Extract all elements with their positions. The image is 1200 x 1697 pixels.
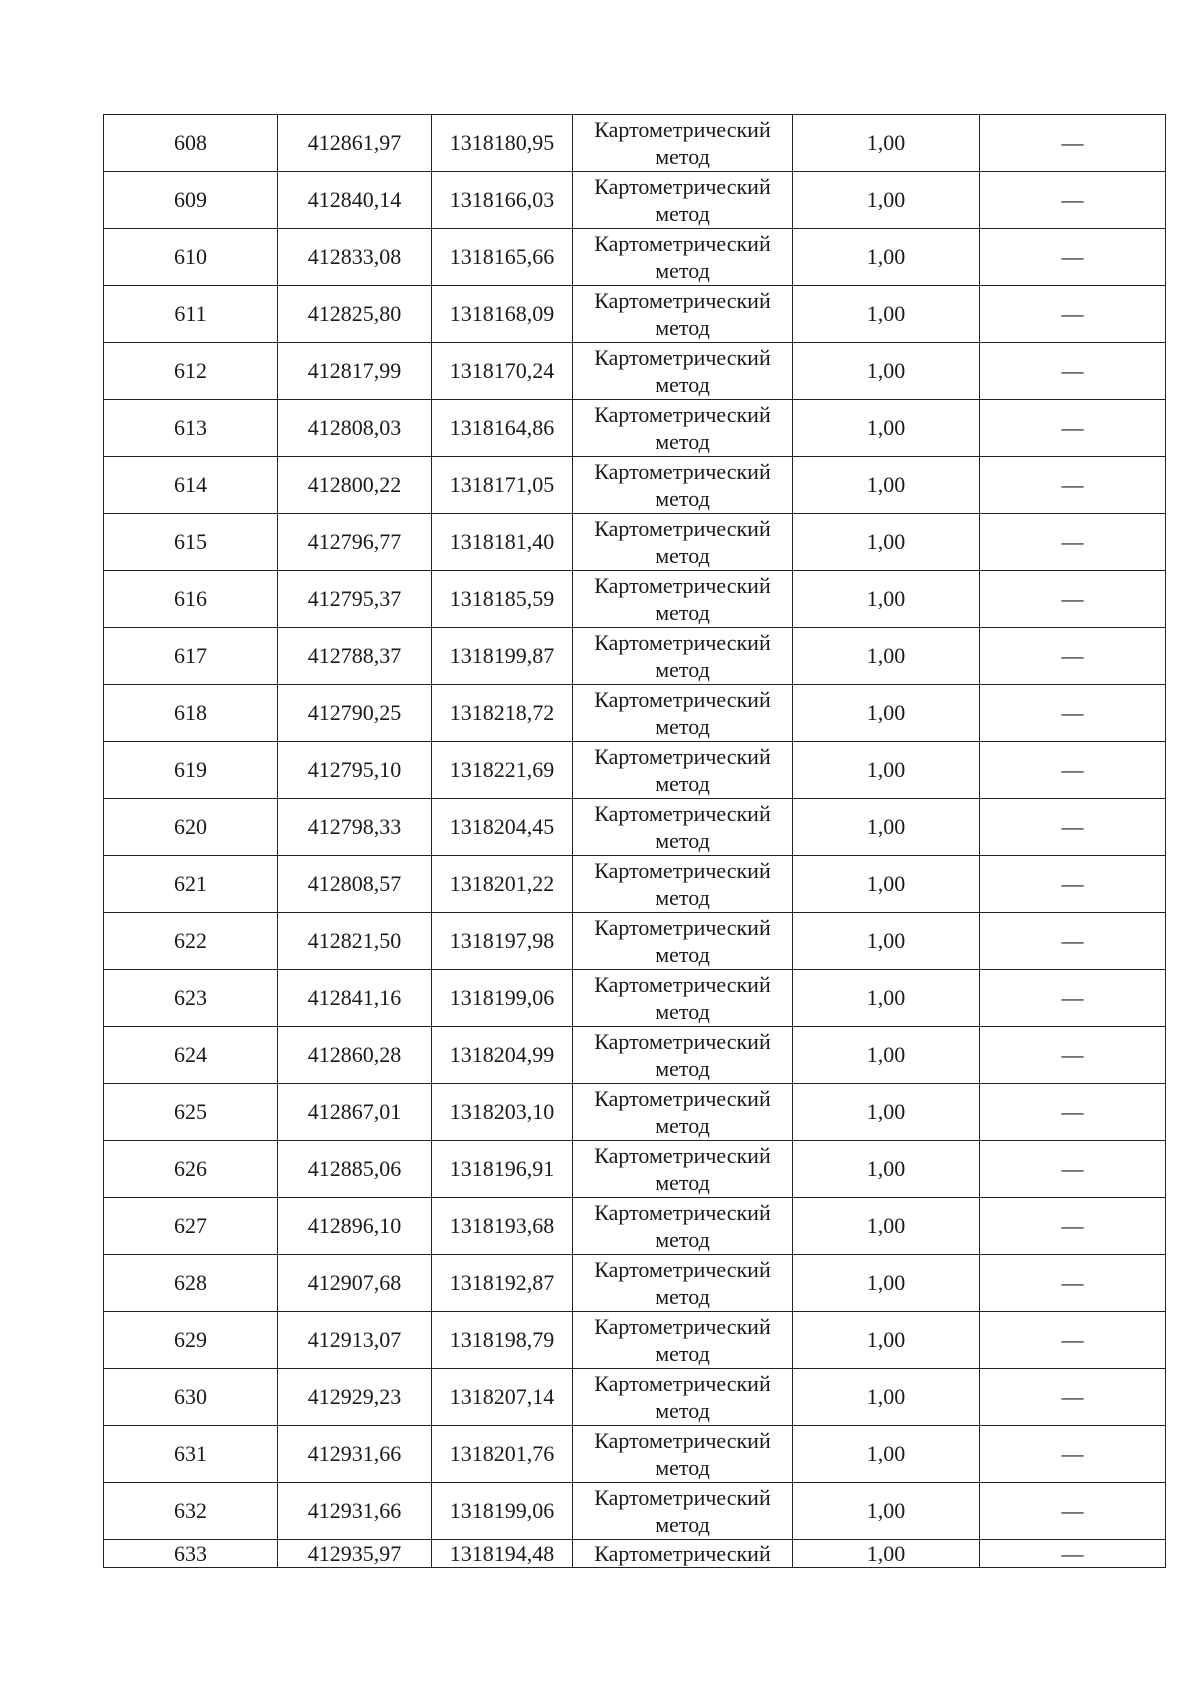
method-line-2: метод [655,657,710,682]
accuracy-cell: 1,00 [793,1426,980,1483]
description-cell: — [980,457,1166,514]
point-number-cell: 620 [104,799,278,856]
point-number-cell: 618 [104,685,278,742]
accuracy-cell: 1,00 [793,913,980,970]
coordinate-y-cell: 1318204,99 [432,1027,573,1084]
coordinate-y-cell: 1318194,48 [432,1540,573,1568]
coordinate-x-cell: 412825,80 [278,286,432,343]
table-row [104,856,1166,913]
method-line-1: Картометрический [594,573,771,598]
method-line-1: Картометрический [594,231,771,256]
description-cell: — [980,1084,1166,1141]
method-cell [573,1084,793,1141]
method-cell [573,115,793,172]
coordinate-y-cell: 1318164,86 [432,400,573,457]
coordinate-x-cell: 412867,01 [278,1084,432,1141]
description-cell: — [980,343,1166,400]
description-cell: — [980,229,1166,286]
method-cell [573,229,793,286]
point-number-cell: 632 [104,1483,278,1540]
method-line-1: Картометрический [594,972,771,997]
method-line-1: Картометрический [594,744,771,769]
method-line-2: метод [655,885,710,910]
method-cell [573,1255,793,1312]
coordinate-x-cell: 412796,77 [278,514,432,571]
coordinate-y-cell: 1318199,06 [432,1483,573,1540]
coordinate-y-cell: 1318218,72 [432,685,573,742]
method-cell [573,913,793,970]
method-cell [573,343,793,400]
description-cell: — [980,856,1166,913]
table-row [104,400,1166,457]
description-cell: — [980,970,1166,1027]
accuracy-cell: 1,00 [793,628,980,685]
coordinate-y-cell: 1318193,68 [432,1198,573,1255]
description-cell: — [980,1426,1166,1483]
method-cell [573,1312,793,1369]
coordinate-x-cell: 412833,08 [278,229,432,286]
method-cell [573,286,793,343]
coordinate-x-cell: 412860,28 [278,1027,432,1084]
method-cell [573,799,793,856]
method-cell [573,628,793,685]
method-cell [573,1426,793,1483]
method-line-1: Картометрический [594,174,771,199]
point-number-cell: 626 [104,1141,278,1198]
table-row [104,514,1166,571]
table-row [104,913,1166,970]
coordinate-y-cell: 1318201,76 [432,1426,573,1483]
coordinate-x-cell: 412808,57 [278,856,432,913]
coordinate-y-cell: 1318197,98 [432,913,573,970]
coordinate-y-cell: 1318181,40 [432,514,573,571]
method-cell [573,172,793,229]
method-line-1: Картометрический [594,1428,771,1453]
coordinate-x-cell: 412821,50 [278,913,432,970]
method-line-2: метод [655,1455,710,1480]
table-row [104,1198,1166,1255]
method-line-1: Картометрический [594,915,771,940]
coordinate-y-cell: 1318199,06 [432,970,573,1027]
coordinate-x-cell: 412795,37 [278,571,432,628]
point-number-cell: 627 [104,1198,278,1255]
coordinate-y-cell: 1318180,95 [432,115,573,172]
coordinate-y-cell: 1318165,66 [432,229,573,286]
table-row [104,970,1166,1027]
coordinate-y-cell: 1318199,87 [432,628,573,685]
accuracy-cell: 1,00 [793,286,980,343]
method-line-2: метод [655,714,710,739]
description-cell: — [980,286,1166,343]
coordinate-x-cell: 412885,06 [278,1141,432,1198]
point-number-cell: 630 [104,1369,278,1426]
point-number-cell: 611 [104,286,278,343]
method-line-2: метод [655,771,710,796]
point-number-cell: 614 [104,457,278,514]
coordinate-y-cell: 1318166,03 [432,172,573,229]
table-row [104,799,1166,856]
table-row [104,1027,1166,1084]
accuracy-cell: 1,00 [793,799,980,856]
method-cell [573,1027,793,1084]
point-number-cell: 621 [104,856,278,913]
coordinate-y-cell: 1318207,14 [432,1369,573,1426]
coordinate-x-cell: 412808,03 [278,400,432,457]
description-cell: — [980,742,1166,799]
point-number-cell: 628 [104,1255,278,1312]
method-line-2: метод [655,543,710,568]
description-cell: — [980,172,1166,229]
point-number-cell: 608 [104,115,278,172]
accuracy-cell: 1,00 [793,400,980,457]
method-line-2: метод [655,942,710,967]
method-line-2: метод [655,372,710,397]
method-line-2: метод [655,144,710,169]
method-cell [573,685,793,742]
coordinate-y-cell: 1318170,24 [432,343,573,400]
table-row [104,1426,1166,1483]
method-cell [573,457,793,514]
method-line-1: Картометрический [594,1200,771,1225]
coordinate-x-cell: 412840,14 [278,172,432,229]
method-line-1: Картометрический [594,459,771,484]
description-cell: — [980,1312,1166,1369]
coordinate-y-cell: 1318204,45 [432,799,573,856]
method-line-2: метод [655,1398,710,1423]
method-line-1: Картометрический [594,1086,771,1111]
coordinate-y-cell: 1318171,05 [432,457,573,514]
table-row [104,1255,1166,1312]
method-line-2: метод [655,1227,710,1252]
point-number-cell: 633 [104,1540,278,1568]
method-line-1: Картометрический [594,858,771,883]
method-line-2: метод [655,1341,710,1366]
coordinate-x-cell: 412931,66 [278,1426,432,1483]
table-row [104,628,1166,685]
accuracy-cell: 1,00 [793,1027,980,1084]
description-cell: — [980,115,1166,172]
coordinate-y-cell: 1318192,87 [432,1255,573,1312]
coordinate-y-cell: 1318196,91 [432,1141,573,1198]
point-number-cell: 616 [104,571,278,628]
coordinate-x-cell: 412931,66 [278,1483,432,1540]
accuracy-cell: 1,00 [793,1540,980,1568]
method-cell [573,571,793,628]
method-cell [573,514,793,571]
method-cell [573,742,793,799]
accuracy-cell: 1,00 [793,970,980,1027]
method-line-2: метод [655,258,710,283]
coordinate-y-cell: 1318221,69 [432,742,573,799]
point-number-cell: 612 [104,343,278,400]
method-line-1: Картометрический [594,117,771,142]
method-cell [573,1483,793,1540]
table-row [104,172,1166,229]
method-line-2: метод [655,1284,710,1309]
description-cell: — [980,400,1166,457]
coordinate-x-cell: 412896,10 [278,1198,432,1255]
point-number-cell: 624 [104,1027,278,1084]
method-line-2: метод [655,1170,710,1195]
coordinate-x-cell: 412841,16 [278,970,432,1027]
coordinate-x-cell: 412798,33 [278,799,432,856]
coordinates-table [103,114,1166,1568]
method-cell [573,856,793,913]
coordinate-x-cell: 412913,07 [278,1312,432,1369]
table-row [104,742,1166,799]
coordinate-y-cell: 1318198,79 [432,1312,573,1369]
coordinate-y-cell: 1318201,22 [432,856,573,913]
table-body [104,115,1166,1568]
accuracy-cell: 1,00 [793,115,980,172]
point-number-cell: 609 [104,172,278,229]
method-line-2: метод [655,429,710,454]
method-line-1: Картометрический [594,1314,771,1339]
accuracy-cell: 1,00 [793,1483,980,1540]
coordinate-x-cell: 412795,10 [278,742,432,799]
table-row [104,571,1166,628]
method-line-1: Картометрический [594,1371,771,1396]
table-row [104,1084,1166,1141]
coordinate-y-cell: 1318185,59 [432,571,573,628]
method-line-2: метод [655,828,710,853]
coordinate-y-cell: 1318168,09 [432,286,573,343]
accuracy-cell: 1,00 [793,856,980,913]
accuracy-cell: 1,00 [793,1255,980,1312]
point-number-cell: 617 [104,628,278,685]
point-number-cell: 622 [104,913,278,970]
method-line-2: метод [655,1113,710,1138]
accuracy-cell: 1,00 [793,1084,980,1141]
method-line-1: Картометрический [594,345,771,370]
description-cell: — [980,1027,1166,1084]
method-line-1: Картометрический [594,1029,771,1054]
method-line-1: Картометрический [594,1540,771,1566]
accuracy-cell: 1,00 [793,571,980,628]
accuracy-cell: 1,00 [793,1369,980,1426]
description-cell: — [980,1483,1166,1540]
table-row [104,1312,1166,1369]
method-line-2: метод [655,315,710,340]
coordinate-y-cell: 1318203,10 [432,1084,573,1141]
coordinate-x-cell: 412907,68 [278,1255,432,1312]
method-line-2: метод [655,1056,710,1081]
point-number-cell: 619 [104,742,278,799]
description-cell: — [980,685,1166,742]
method-cell [573,400,793,457]
table-row [104,115,1166,172]
point-number-cell: 613 [104,400,278,457]
method-line-1: Картометрический [594,402,771,427]
method-line-1: Картометрический [594,801,771,826]
point-number-cell: 615 [104,514,278,571]
table-row [104,685,1166,742]
point-number-cell: 629 [104,1312,278,1369]
accuracy-cell: 1,00 [793,343,980,400]
table-row [104,1369,1166,1426]
point-number-cell: 623 [104,970,278,1027]
accuracy-cell: 1,00 [793,1198,980,1255]
method-line-1: Картометрический [594,630,771,655]
method-line-2: метод [655,486,710,511]
description-cell: — [980,1255,1166,1312]
method-cell [573,970,793,1027]
accuracy-cell: 1,00 [793,457,980,514]
description-cell: — [980,799,1166,856]
method-line-1: Картометрический [594,516,771,541]
method-cell [573,1540,793,1568]
method-line-1: Картометрический [594,1485,771,1510]
coordinate-x-cell: 412935,97 [278,1540,432,1568]
method-line-2: метод [655,1512,710,1537]
accuracy-cell: 1,00 [793,685,980,742]
method-line-1: Картометрический [594,1143,771,1168]
accuracy-cell: 1,00 [793,514,980,571]
table-row [104,343,1166,400]
method-line-2: метод [655,600,710,625]
description-cell: — [980,1198,1166,1255]
accuracy-cell: 1,00 [793,742,980,799]
coordinate-x-cell: 412929,23 [278,1369,432,1426]
description-cell: — [980,1369,1166,1426]
coordinate-x-cell: 412817,99 [278,343,432,400]
method-cell [573,1141,793,1198]
method-line-1: Картометрический [594,687,771,712]
method-cell [573,1369,793,1426]
accuracy-cell: 1,00 [793,229,980,286]
description-cell: — [980,1540,1166,1568]
method-line-2: метод [655,201,710,226]
point-number-cell: 610 [104,229,278,286]
description-cell: — [980,913,1166,970]
coordinate-x-cell: 412861,97 [278,115,432,172]
description-cell: — [980,571,1166,628]
table-row [104,286,1166,343]
coordinate-x-cell: 412800,22 [278,457,432,514]
table-row [104,457,1166,514]
accuracy-cell: 1,00 [793,1141,980,1198]
description-cell: — [980,1141,1166,1198]
table-row [104,1483,1166,1540]
table-row [104,1540,1166,1568]
method-cell [573,1198,793,1255]
table-row [104,229,1166,286]
description-cell: — [980,514,1166,571]
table-row [104,1141,1166,1198]
point-number-cell: 631 [104,1426,278,1483]
point-number-cell: 625 [104,1084,278,1141]
coordinate-x-cell: 412788,37 [278,628,432,685]
method-line-1: Картометрический [594,288,771,313]
accuracy-cell: 1,00 [793,172,980,229]
description-cell: — [980,628,1166,685]
method-line-1: Картометрический [594,1257,771,1282]
coordinate-x-cell: 412790,25 [278,685,432,742]
method-line-2: метод [655,999,710,1024]
accuracy-cell: 1,00 [793,1312,980,1369]
